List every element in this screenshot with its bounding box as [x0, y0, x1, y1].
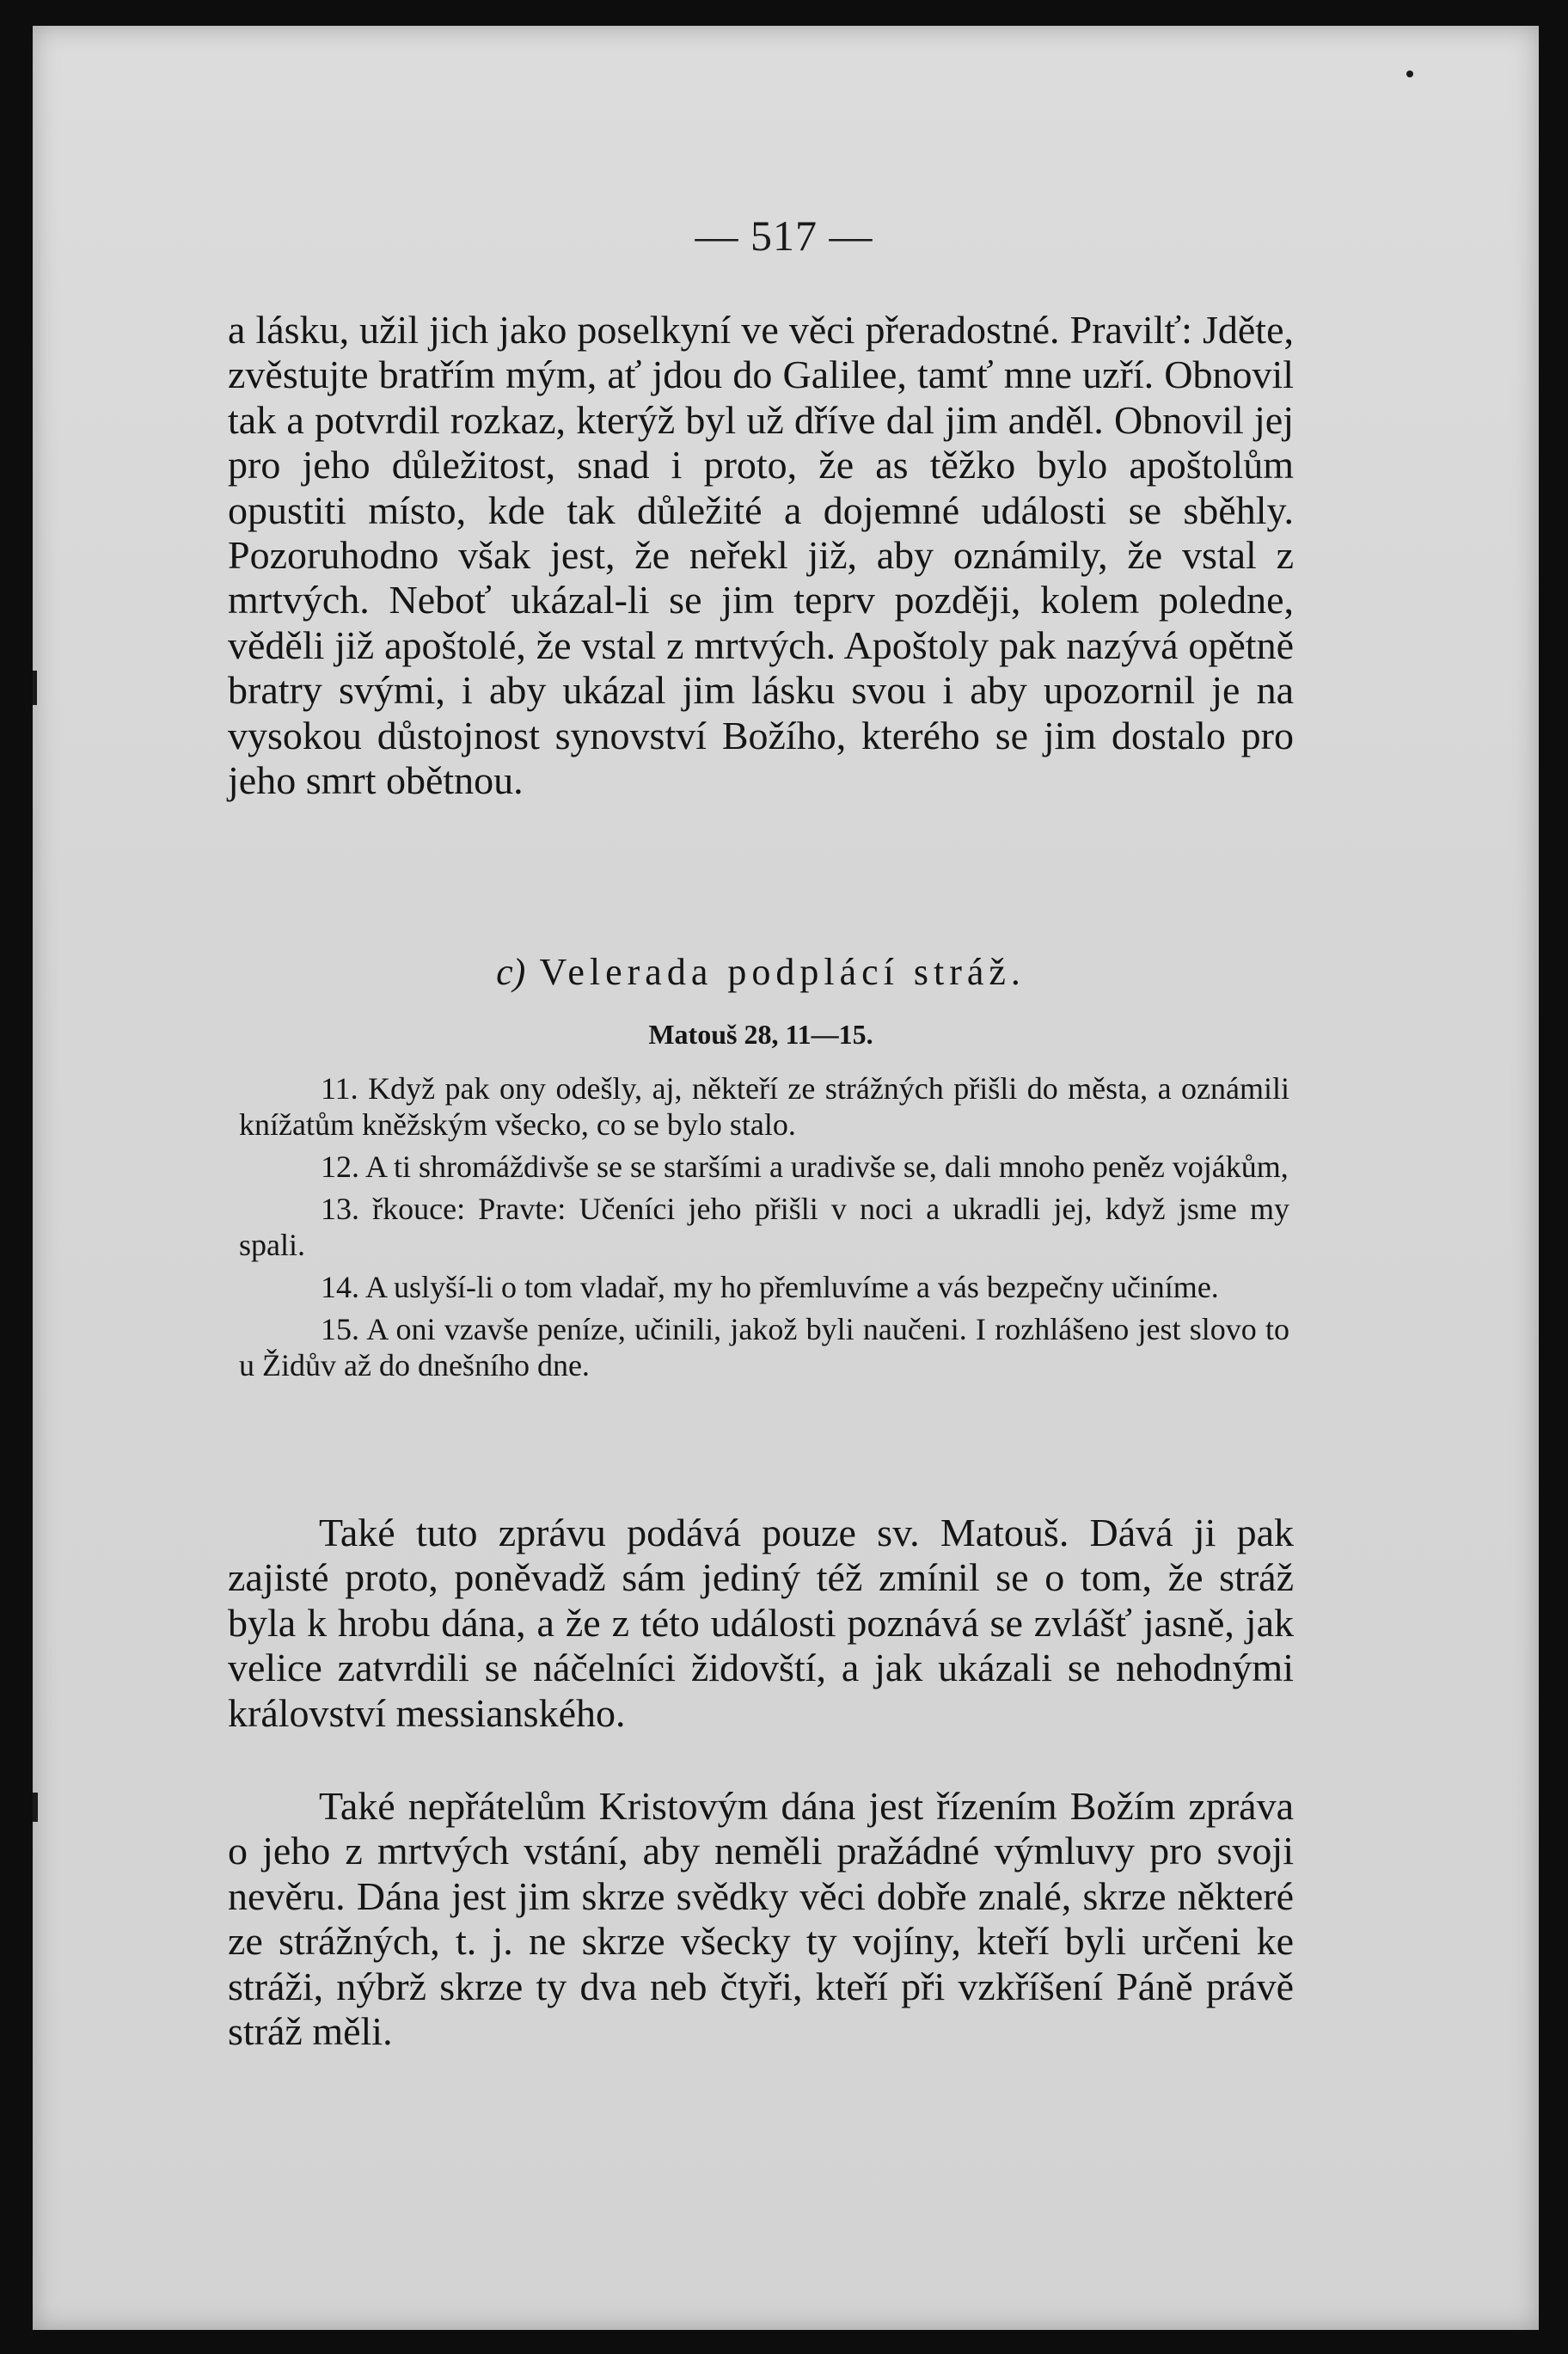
section-letter: c) [496, 951, 526, 993]
verse-14: 14. A uslyší-li o tom vladař, my ho přemluvíme a vás bezpečny učiníme. [321, 1270, 1219, 1304]
page-number: — 517 — [695, 211, 873, 260]
section-title: Velerada podplácí stráž. [539, 951, 1026, 993]
verse-13: 13. řkouce: Pravte: Učeníci jeho přišli v noci a ukradli jej, když jsme my spali. [239, 1192, 1289, 1262]
top-paragraph: a lásku, užil jich jako poselkyní ve věci přeradostné. Pravilť: Jděte, zvěstujte bratřím mým, ať jdou do Galilee, tamť mne uzří. Obnovil tak a potvrdil rozkaz, kterýž byl už dříve dal jim anděl. Obnovil jej pro jeho důležitost, snad i proto, že as těžko bylo apoštolům opustiti místo, kde tak důležité a dojemné události se sběhly. Pozoruhodno však jest, že neřekl již, aby oznámily, že vstal z mrtvých. Neboť ukázal-li se jim teprv později, kolem poledne, věděli již apoštolé, že vstal z mrtvých. Apoštoly pak nazývá opětně bratry svými, i aby ukázal jim lásku svou i aby upozornil je na vysokou důstojnost synovství Božího, kterého se jim dostalo pro jeho smrt obětnou. [228, 308, 1294, 803]
section-heading [228, 950, 1294, 994]
verse-11: 11. Když pak ony odešly, aj, někteří ze strážných přišli do města, a oznámili knížatům kněžským všecko, co se bylo stalo. [239, 1071, 1289, 1142]
paragraph-3-block [228, 1784, 1294, 2054]
scan-dot-right [1406, 70, 1413, 77]
paragraph-3: Také nepřátelům Kristovým dána jest řízením Božím zpráva o jeho z mrtvých vstání, aby neměli pražádné výmluvy pro svoji nevěru. Dána jest jim skrze svědky věci dobře znalé, skrze některé ze strážných, t. j. ne skrze všecky ty vojíny, kteří byli určeni ke stráži, nýbrž skrze ty dva neb čtyři, kteří při vzkříšení Páně právě stráž měli. [228, 1784, 1294, 2054]
verse-list [239, 1070, 1289, 1389]
verse-15: 15. A oni vzavše peníze, učinili, jakož byli naučeni. I rozhlášeno jest slovo to u Židův až do dnešního dne. [239, 1312, 1289, 1382]
section-reference: Matouš 28, 11—15. [648, 1019, 873, 1050]
paragraph-2: Také tuto zprávu podává pouze sv. Matouš. Dává ji pak zajisté proto, poněvadž sám jediný též zmínil se o tom, že stráž byla k hrobu dána, a že z této události poznává se zvlášť jasně, jak velice zatvrdili se náčelníci židovští, a jak ukázali se nehodnými království messianského. [228, 1511, 1294, 1735]
scan-mark-left-2 [33, 1793, 38, 1822]
paragraph-2-block [228, 1511, 1294, 1736]
scan-mark-left [33, 671, 37, 705]
verse-12: 12. A ti shromáždivše se se staršími a uradivše se, dali mnoho peněz vojákům, [321, 1149, 1289, 1184]
top-paragraph-block [228, 308, 1294, 803]
